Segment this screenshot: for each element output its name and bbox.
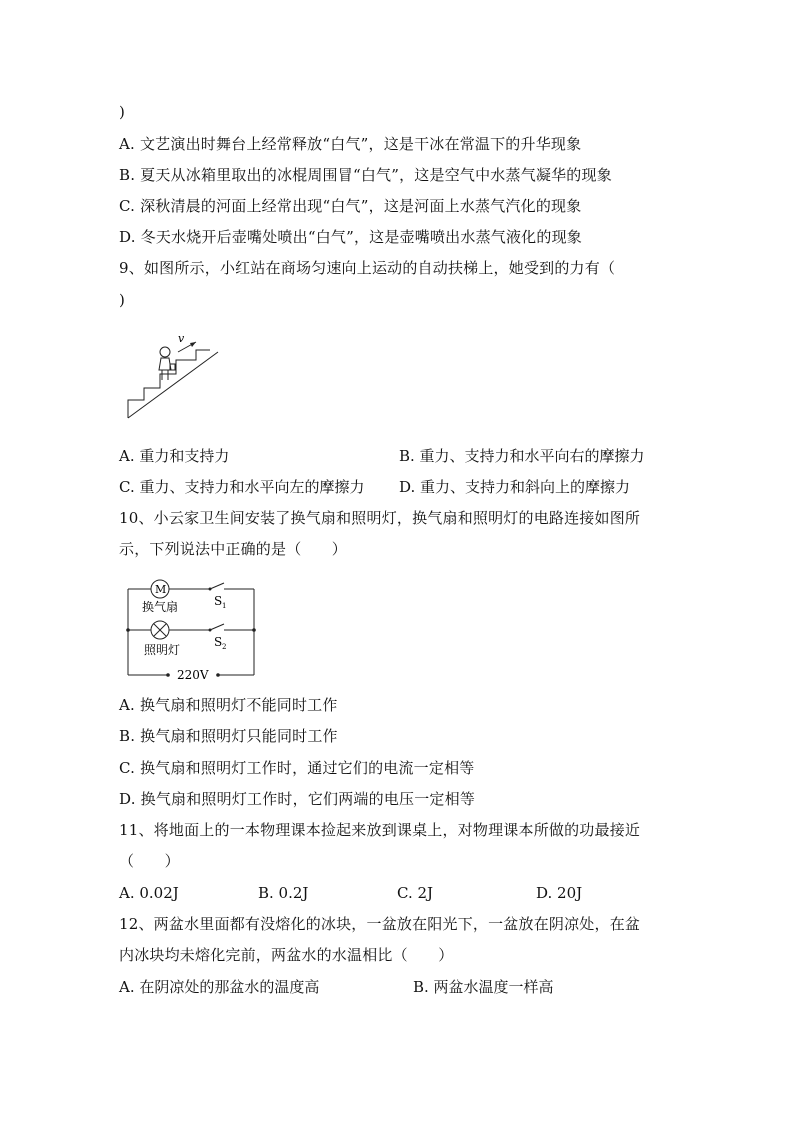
switch-s1-label: S xyxy=(214,594,223,608)
q11-option-a: A. 0.02J xyxy=(119,884,179,902)
q12-stem-line2: 内冰块均未熔化完前，两盆水的水温相比（ ） xyxy=(119,946,454,964)
voltage-label: 220V xyxy=(177,668,209,682)
svg-text:2: 2 xyxy=(222,643,227,651)
q8-option-c: C. 深秋清晨的河面上经常出现“白气”，这是河面上水蒸气汽化的现象 xyxy=(119,197,582,215)
q11-stem-line1: 11、将地面上的一本物理课本捡起来放到课桌上，对物理课本所做的功最接近 xyxy=(119,821,641,839)
q9-option-a: A. 重力和支持力 xyxy=(119,447,230,465)
q10-option-b: B. 换气扇和照明灯只能同时工作 xyxy=(119,727,338,745)
person-icon xyxy=(159,347,175,380)
q12-option-b: B. 两盆水温度一样高 xyxy=(413,978,554,996)
escalator-incline xyxy=(128,352,218,418)
q8-option-a: A. 文艺演出时舞台上经常释放“白气”，这是干冰在常温下的升华现象 xyxy=(119,135,582,153)
q10-option-a: A. 换气扇和照明灯不能同时工作 xyxy=(119,696,338,714)
switch-s2 xyxy=(210,624,224,630)
q11-stem-line2: （ ） xyxy=(119,852,180,870)
q11-option-c: C. 2J xyxy=(397,884,434,902)
q8-option-b: B. 夏天从冰箱里取出的冰棍周围冒“白气”，这是空气中水蒸气凝华的现象 xyxy=(119,166,612,184)
q9-option-c: C. 重力、支持力和水平向左的摩擦力 xyxy=(119,478,365,496)
q11-option-b: B. 0.2J xyxy=(258,884,309,902)
q12-option-a: A. 在阴凉处的那盆水的温度高 xyxy=(119,978,320,996)
velocity-label: v xyxy=(178,332,185,345)
escalator-figure xyxy=(124,330,224,422)
q12-stem-line1: 12、两盆水里面都有没熔化的冰块，一盆放在阳光下，一盆放在阴凉处，在盆 xyxy=(119,915,641,933)
switch-s1 xyxy=(210,583,224,589)
q9-option-b: B. 重力、支持力和水平向右的摩擦力 xyxy=(399,447,645,465)
q11-option-d: D. 20J xyxy=(536,884,583,902)
q10-option-c: C. 换气扇和照明灯工作时，通过它们的电流一定相等 xyxy=(119,759,475,777)
q9-stem-line1: 9、如图所示，小红站在商场匀速向上运动的自动扶梯上，她受到的力有（ xyxy=(119,259,616,277)
q10-option-d: D. 换气扇和照明灯工作时，它们两端的电压一定相等 xyxy=(119,790,476,808)
circuit-diagram xyxy=(124,575,262,683)
lamp-label: 照明灯 xyxy=(144,643,181,657)
svg-text:1: 1 xyxy=(222,602,227,610)
q8-option-d: D. 冬天水烧开后壶嘴处喷出“白气”，这是壶嘴喷出水蒸气液化的现象 xyxy=(119,228,582,246)
fan-label: 换气扇 xyxy=(142,600,179,614)
motor-label: M xyxy=(155,583,167,596)
q9-stem-line2: ) xyxy=(119,291,126,309)
q9-option-d: D. 重力、支持力和斜向上的摩擦力 xyxy=(399,478,631,496)
q10-stem-line1: 10、小云家卫生间安装了换气扇和照明灯，换气扇和照明灯的电路连接如图所 xyxy=(119,509,641,527)
q10-stem-line2: 示，下列说法中正确的是（ ） xyxy=(119,540,348,558)
q8-stem-tail: ) xyxy=(119,103,126,121)
switch-s2-label: S xyxy=(214,635,223,649)
